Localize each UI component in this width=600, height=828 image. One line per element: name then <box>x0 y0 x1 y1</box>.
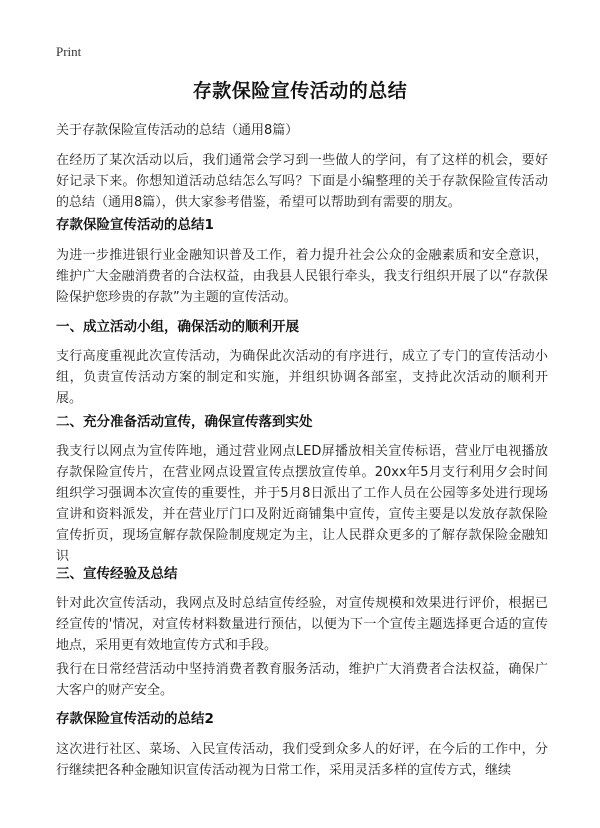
paragraph-three-a: 针对此次宣传活动，我网点及时总结宣传经验，对宣传规模和效果进行评价，根据已经宣传的'情况，对宣传材料数量进行预估，以便为下一个宣传主题选择更合适的宣传地点，采用更有效地宣传方式和手段。 <box>56 596 548 653</box>
section-1-paragraph: 为进一步推进银行业金融知识普及工作，着力提升社会公众的金融素质和安全意识，维护广大金融消费者的合法权益，由我县人民银行牵头，我支行组织开展了以“存款保险保护您珍贵的存款”为主题的宣传活动。 <box>56 248 548 305</box>
subtitle: 关于存款保险宣传活动的总结（通用8篇） <box>56 123 299 138</box>
section-heading-2: 存款保险宣传活动的总结2 <box>56 711 214 727</box>
subheading-two: 二、充分准备活动宣传，确保宣传落到实处 <box>56 414 313 430</box>
section-heading-1: 存款保险宣传活动的总结1 <box>56 217 214 233</box>
section-2-paragraph: 这次进行社区、菜场、入民宣传活动，我们受到众多人的好评，在今后的工作中，分行继续把各种金融知识宣传活动视为日常工作，采用灵活多样的宣传方式，继续 <box>56 742 548 778</box>
print-link[interactable]: Print <box>56 44 82 59</box>
paragraph-one: 支行高度重视此次宣传活动，为确保此次活动的有序进行，成立了专门的宣传活动小组，负责宣传活动方案的制定和实施，并组织协调各部室，支持此次活动的顺利开展。 <box>56 349 548 406</box>
subheading-three: 三、宣传经验及总结 <box>56 566 178 582</box>
intro-paragraph: 在经历了某次活动以后，我们通常会学习到一些做人的学问，有了这样的机会，要好好记录下来。你想知道活动总结怎么写吗？下面是小编整理的关于存款保险宣传活动的总结（通用8篇），供大家参考借鉴，希望可以帮助到有需要的朋友。 <box>56 153 548 210</box>
subheading-one: 一、成立活动小组，确保活动的顺利开展 <box>56 319 299 335</box>
paragraph-two: 我支行以网点为宣传阵地，通过营业网点LED屏播放相关宣传标语，营业厅电视播放存款保险宣传片，在营业网点设置宣传点摆放宣传单。20xx年5月支行利用夕会时间组织学习强调本次宣传的重要性，并于5月8日派出了工作人员在公园等多处进行现场宣讲和资料派发，并在营业厅门口及附近商铺集中宣传，宣传主要是以发放存款保险宣传折页，现场宣解存款保险制度规定为主，让人民群众更多的了解存款保险金融知识 <box>56 444 548 564</box>
page-title: 存款保险宣传活动的总结 <box>192 80 408 102</box>
paragraph-three-b: 我行在日常经营活动中坚持消费者教育服务活动，维护广大消费者合法权益，确保广大客户的财产安全。 <box>56 662 548 698</box>
